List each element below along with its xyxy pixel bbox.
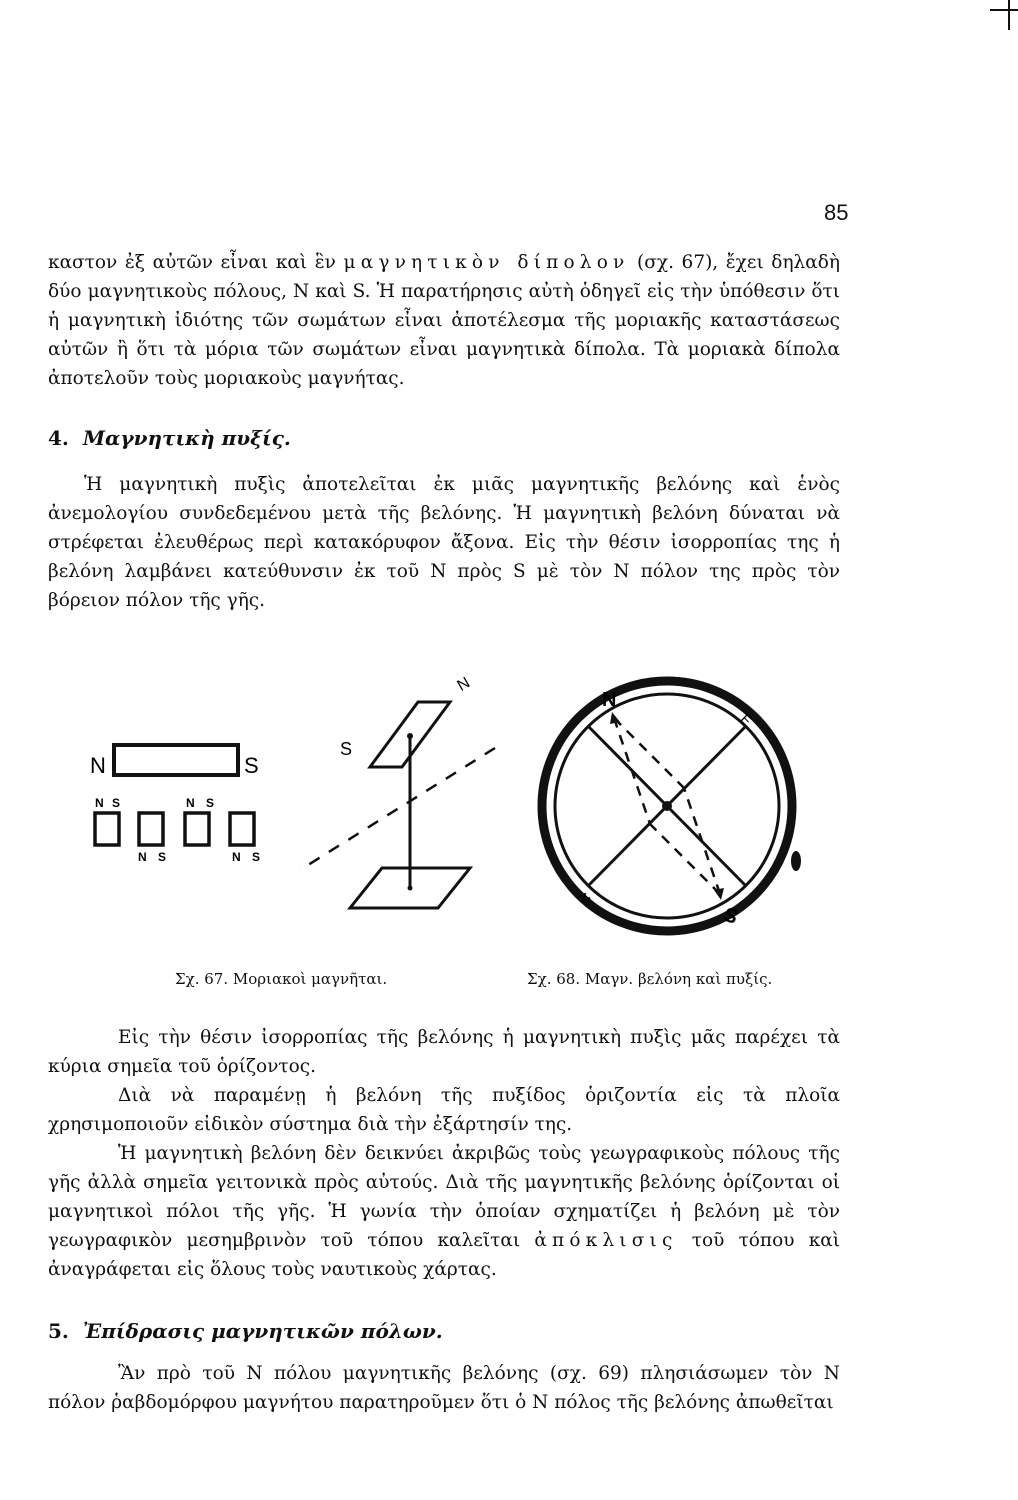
needle-side-dashed [614, 718, 684, 788]
intro-text-end: (σχ. 67), ἔχει δηλαδὴ δύο μαγνητικοὺς πόλους, Ν καὶ S. Ἡ παρατήρησις αὐτὴ ὁδηγεῖ εἰς τὴν ὑπόθεσιν ὅτι ἡ μαγνητικὴ ἰδιότης τῶν σωμάτων εἶναι ἀποτέλεσμα τῆς μοριακῆς καταστάσεως αὐτῶν ἢ ὅτι τὰ μόρια τῶν σωμάτων εἶναι μαγνητικὰ δίπολα. Τὰ μοριακὰ δίπολα ἀποτελοῦν τοὺς μοριακοὺς μαγνήτας. [48, 252, 840, 389]
suspension-text: Διὰ νὰ παραμένῃ ἡ βελόνη τῆς πυξίδος ὁριζοντία εἰς τὰ πλοῖα χρησιμοποιοῦν εἰδικὸν σύστημα διὰ τὴν ἐξάρτησίν της. [48, 1085, 840, 1135]
compass-east-label: E [737, 710, 756, 729]
small-magnet [139, 813, 163, 845]
big-magnet-north-label: N [90, 753, 106, 778]
small-magnet-label: N [138, 850, 147, 864]
compass-pin [791, 851, 801, 871]
cardinal-points-paragraph [48, 1023, 840, 1081]
pivot-south-label: S [340, 739, 353, 759]
small-magnet [95, 813, 119, 845]
compass-north-label: N [602, 689, 617, 711]
declination-paragraph [48, 1139, 840, 1284]
suspension-paragraph [48, 1081, 840, 1139]
spaced-term-magnetic-dipole: μαγνητικὸν δίπολον [343, 252, 630, 273]
figure-67-caption: Σχ. 67. Μοριακοὶ μαγνῆται. [175, 970, 388, 988]
compass-paragraph-text: Ἡ μαγνητικὴ πυξὶς ἀποτελεῖται ἐκ μιᾶς μαγνητικῆς βελόνης καὶ ἑνὸς ἀνεμολογίου συνδεδεμένου μετὰ τῆς βελόνης. Ἡ μαγνητικὴ βελόνη δύναται νὰ στρέφεται ἐλευθέρως περὶ κατακόρυφον ἄξονα. Εἰς τὴν θέσιν ἰσορροπίας της ἡ βελόνη λαμβάνει κατεύθυνσιν ἐκ τοῦ Ν πρὸς S μὲ τὸν Ν πόλον της πρὸς τὸν βόρειον πόλον τῆς γῆς. [48, 474, 840, 611]
small-magnet-label: S [206, 796, 215, 810]
section-title: Μαγνητικὴ πυξίς. [82, 426, 291, 450]
page-number: 85 [824, 200, 849, 225]
figure-68-compass [528, 668, 818, 953]
needle-north-tip [610, 712, 620, 724]
figure-67-molecular-magnets [80, 735, 290, 875]
section-title: Ἐπίδρασις μαγνητικῶν πόλων. [82, 1319, 443, 1343]
crop-mark [990, 9, 1018, 11]
big-magnet-bar [114, 745, 238, 775]
cardinal-points-text: Εἰς τὴν θέσιν ἰσορροπίας τῆς βελόνης ἡ μαγνητικὴ πυξὶς μᾶς παρέχει τὰ κύρια σημεῖα τοῦ ὁρίζοντος. [48, 1027, 840, 1077]
section-number: 4. [48, 426, 69, 450]
needle-side-dashed [650, 824, 720, 894]
small-magnet-label: S [158, 850, 167, 864]
big-magnet-south-label: S [244, 753, 259, 778]
pivot-base-point [408, 886, 413, 891]
needle-side-dashed [614, 718, 650, 824]
needle-side-dashed [684, 788, 720, 894]
small-magnet-label: S [112, 796, 121, 810]
small-magnet-label: N [186, 796, 195, 810]
small-magnet [230, 813, 254, 845]
figure-68-caption: Σχ. 68. Μαγν. βελόνη καὶ πυξίς. [527, 970, 773, 988]
section-number: 5. [48, 1319, 69, 1343]
small-magnet [185, 813, 209, 845]
small-magnet-label: N [95, 796, 104, 810]
compass-west-label: W [573, 888, 595, 910]
magnetic-poles-paragraph [48, 1359, 840, 1417]
compass-south-label: S [720, 903, 741, 929]
pivot-north-label: N [454, 674, 474, 695]
compass-center [662, 801, 672, 811]
section-heading-magnetic-poles [48, 1319, 443, 1343]
intro-text-start: καστον ἐξ αὐτῶν εἶναι καὶ ἓν [48, 252, 336, 273]
spaced-term-declination: ἀπόκλισις [534, 1230, 678, 1251]
small-magnet-label: S [252, 850, 261, 864]
crop-mark [1008, 0, 1010, 30]
figure-pivoted-needle [290, 660, 510, 925]
needle-south-tip [714, 888, 724, 900]
declination-text-end: τοῦ τόπου καὶ ἀναγράφεται εἰς ὅλους τοὺς ναυτικοὺς χάρτας. [48, 1230, 840, 1280]
small-magnet-label: N [232, 850, 241, 864]
compass-paragraph [48, 470, 840, 615]
intro-paragraph [48, 248, 840, 393]
declination-text-start: Ἡ μαγνητικὴ βελόνη δὲν δεικνύει ἀκριβῶς τοὺς γεωγραφικοὺς πόλους τῆς γῆς ἀλλὰ σημεῖα γειτονικὰ πρὸς αὐτούς. Διὰ τῆς μαγνητικῆς βελόνης ὁρίζονται οἱ μαγνητικοὶ πόλοι τῆς γῆς. Ἡ γωνία τὴν ὁποίαν σχηματίζει ἡ βελόνη μὲ τὸν γεωγραφικὸν μεσημβρινὸν τοῦ τόπου καλεῖται [48, 1143, 840, 1251]
magnetic-poles-text: Ἂν πρὸ τοῦ Ν πόλου μαγνητικῆς βελόνης (σχ. 69) πλησιάσωμεν τὸν Ν πόλον ῥαβδομόρφου μαγνήτου παρατηροῦμεν ὅτι ὁ Ν πόλος τῆς βελόνης ἀπωθεῖται [48, 1363, 840, 1413]
section-heading-compass [48, 426, 291, 450]
